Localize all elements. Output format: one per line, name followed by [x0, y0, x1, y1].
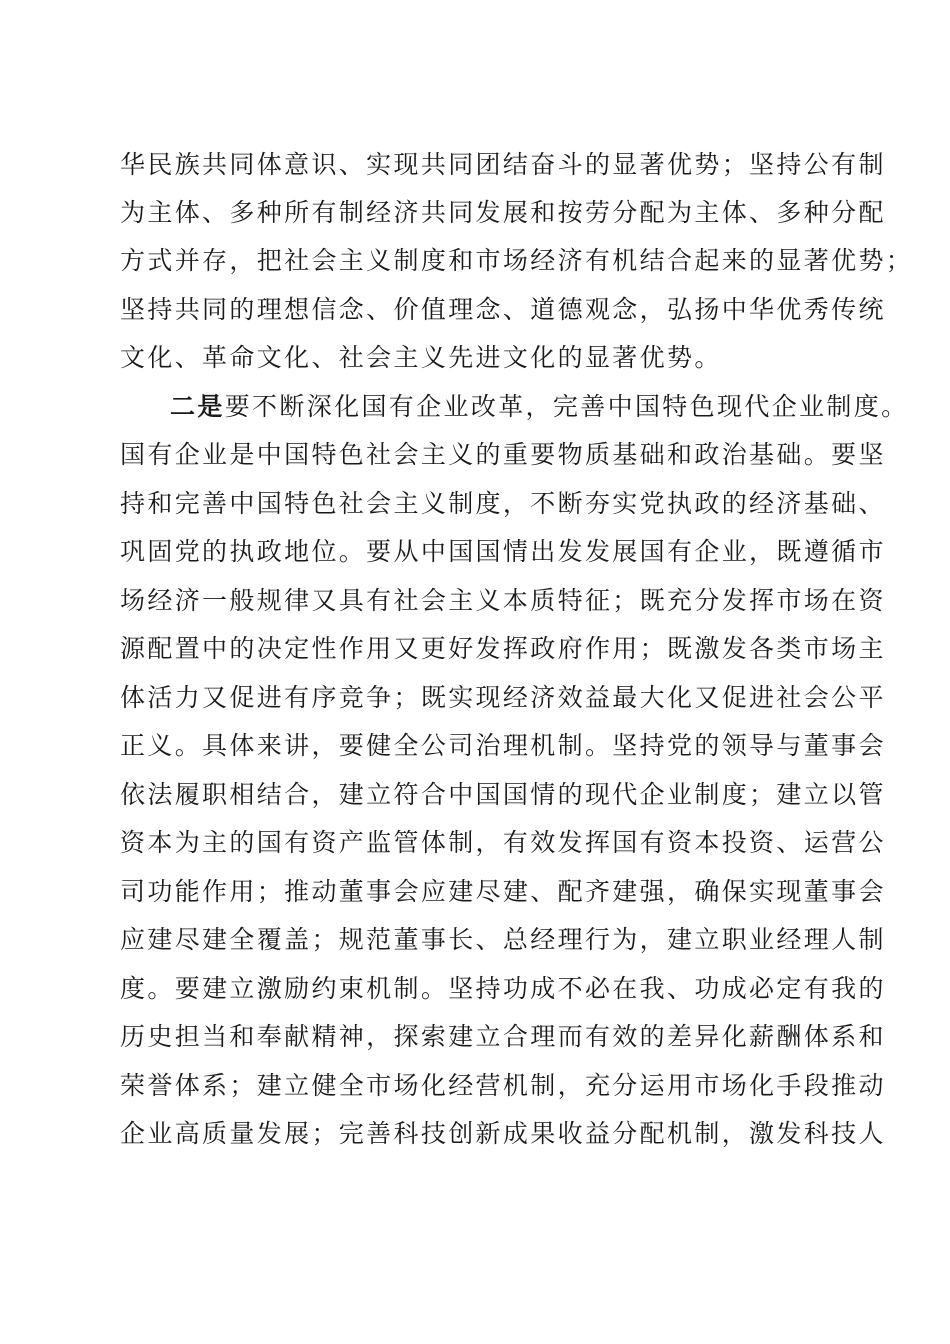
- paragraph-2-line-12: 应建尽建全覆盖；规范董事长、总经理行为，建立职业经理人制: [120, 925, 886, 954]
- paragraph-1-line-3: 方式并存，把社会主义制度和市场经济有机结合起来的显著优势；: [120, 246, 914, 275]
- paragraph-1-line-4: 坚持共同的理想信念、价值理念、道德观念，弘扬中华优秀传统: [120, 295, 886, 324]
- paragraph-2-line-2: 国有企业是中国特色社会主义的重要物质基础和政治基础。要坚: [120, 440, 886, 469]
- paragraph-2-line-3: 持和完善中国特色社会主义制度，不断夯实党执政的经济基础、: [120, 489, 886, 518]
- paragraph-2-line-13: 度。要建立激励约束机制。坚持功成不必在我、功成必定有我的: [120, 974, 886, 1003]
- paragraph-2-line-11: 司功能作用；推动董事会应建尽建、配齐建强，确保实现董事会: [120, 877, 886, 906]
- paragraph-2-lead: 二是: [170, 392, 225, 421]
- paragraph-2-line-7: 体活力又促进有序竞争；既实现经济效益最大化又促进社会公平: [120, 683, 886, 712]
- paragraph-2-line-15: 荣誉体系；建立健全市场化经营机制，充分运用市场化手段推动: [120, 1071, 886, 1100]
- paragraph-2-line-16: 企业高质量发展；完善科技创新成果收益分配机制，激发科技人: [120, 1119, 886, 1148]
- paragraph-2-line-10: 资本为主的国有资产监管体制，有效发挥国有资本投资、运营公: [120, 828, 886, 857]
- paragraph-1-line-1: 华民族共同体意识、实现共同团结奋斗的显著优势；坚持公有制: [120, 150, 886, 179]
- paragraph-2-line-4: 巩固党的执政地位。要从中国国情出发发展国有企业，既遵循市: [120, 537, 886, 566]
- paragraph-2-first-line-text: 要不断深化国有企业改革，完善中国特色现代企业制度。: [224, 392, 909, 421]
- paragraph-2-line-9: 依法履职相结合，建立符合中国国情的现代企业制度；建立以管: [120, 780, 886, 809]
- paragraph-1-line-5: 文化、革命文化、社会主义先进文化的显著优势。: [120, 343, 722, 372]
- paragraph-2-line-8: 正义。具体来讲，要健全公司治理机制。坚持党的领导与董事会: [120, 731, 886, 760]
- paragraph-1-line-2: 为主体、多种所有制经济共同发展和按劳分配为主体、多种分配: [120, 198, 886, 227]
- paragraph-2-line-5: 场经济一般规律又具有社会主义本质特征；既充分发挥市场在资: [120, 586, 886, 615]
- paragraph-2-line-14: 历史担当和奉献精神，探索建立合理而有效的差异化薪酬体系和: [120, 1022, 886, 1051]
- paragraph-2-first-line: [170, 392, 909, 422]
- paragraph-2-line-6: 源配置中的决定性作用又更好发挥政府作用；既激发各类市场主: [120, 634, 886, 663]
